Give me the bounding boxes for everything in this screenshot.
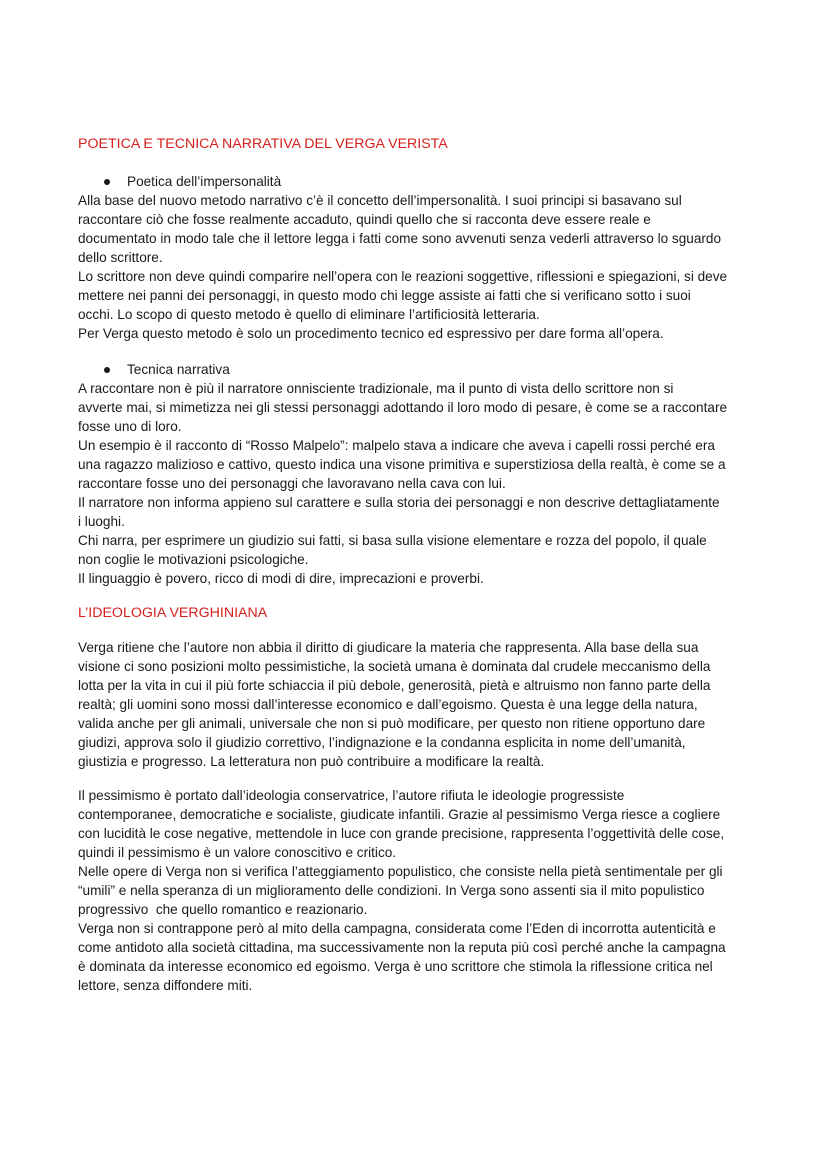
bullet-poetica-impersonalita xyxy=(78,173,768,191)
section-title-poetica: POETICA E TECNICA NARRATIVA DEL VERGA VERISTA xyxy=(78,136,448,152)
paragraph: Verga ritiene che l’autore non abbia il diritto di giudicare la materia che rappresenta. Alla base della sua visione ci sono posizioni molto pessimistiche, la società umana è dominata dal crudele meccanismo della lotta per la vita in cui il più forte schiaccia il più debole, generosità, pietà e altruismo non fanno parte della realtà; gli uomini sono mossi dall’interesse economico e dall’egoismo. Questa è una legge della natura, valida anche per gli animali, universale che non si può modificare, per questo non ritiene opportuno dare giudizi, approva solo il giudizio correttivo, l’indignazione e la condanna esplicita in nome dell’umanità, giustizia e progresso. La letteratura non può contribuire a modificare la realtà. xyxy=(78,640,711,769)
paragraph: A raccontare non è più il narratore onnisciente tradizionale, ma il punto di vista dello scrittore non si avverte mai, si mimetizza nei gli stessi personaggi adottando il loro modo di pesare, è come se a raccontare fosse uno di loro. xyxy=(78,381,728,434)
section-title-ideologia: L’IDEOLOGIA VERGHINIANA xyxy=(78,605,268,621)
paragraph: Verga non si contrappone però al mito della campagna, considerata come l’Eden di incorrotta autenticità e come antidoto alla società cittadina, ma successivamente non la reputa più così perché anche la campagna è dominata da interesse economico ed egoismo. Verga è uno scrittore che stimola la riflessione critica nel lettore, senza diffondere miti. xyxy=(78,921,726,993)
bullet-label: Poetica dell’impersonalità xyxy=(127,174,282,189)
spacer xyxy=(78,771,768,786)
bullet-label: Tecnica narrativa xyxy=(127,362,230,377)
paragraph: Un esempio è il racconto di “Rosso Malpelo”: malpelo stava a indicare che aveva i capelli rossi perché era una ragazzo malizioso e cattivo, questo indica una visone primitiva e superstiziosa della realtà, è come se a raccontare fosse uno dei personaggi che lavoravano nella cava con lui. xyxy=(78,438,726,491)
paragraph: Il linguaggio è povero, ricco di modi di dire, imprecazioni e proverbi. xyxy=(78,571,484,586)
bullet-icon xyxy=(104,367,110,373)
bullet-icon xyxy=(104,179,110,185)
paragraph: Chi narra, per esprimere un giudizio sui fatti, si basa sulla visione elementare e rozza del popolo, il quale non coglie le motivazioni psicologiche. xyxy=(78,533,707,567)
paragraph: Lo scrittore non deve quindi comparire nell’opera con le reazioni soggettive, riflessioni e spiegazioni, si deve mettere nei panni dei personaggi, in questo modo chi legge assiste ai fatti che si verificano sotto i suoi occhi. Lo scopo di questo metodo è quello di eliminare l’artificiosità letteraria. xyxy=(78,269,728,322)
spacer xyxy=(78,343,768,361)
paragraph: Il narratore non informa appieno sul carattere e sulla storia dei personaggi e non descrive dettagliatamente i luoghi. xyxy=(78,495,720,529)
bullet-tecnica-narrativa xyxy=(78,361,768,379)
paragraph: Per Verga questo metodo è solo un procedimento tecnico ed espressivo per dare forma all’opera. xyxy=(78,326,664,341)
paragraph: Alla base del nuovo metodo narrativo c’è il concetto dell’impersonalità. I suoi principi si basavano sul raccontare ciò che fosse realmente accaduto, quindi quello che si racconta deve essere reale e documentato in modo tale che il lettore legga i fatti come sono avvenuti senza vederli attraverso lo sguardo dello scrittore. xyxy=(78,193,722,265)
paragraph: Nelle opere di Verga non si verifica l’atteggiamento populistico, che consiste nella pietà sentimentale per gli “umili” e nella speranza di un miglioramento delle condizioni. In Verga sono assenti sia il mito populistico progressivo che quello romantico e reazionario. xyxy=(78,864,723,917)
paragraph: Il pessimismo è portato dall’ideologia conservatrice, l’autore rifiuta le ideologie progressiste contemporanee, democratiche e socialiste, giudicate infantili. Grazie al pessimismo Verga riesce a cogliere con lucidità le cose negative, mettendole in luce con grande precisione, rappresenta l’oggettività delle cose, quindi il pessimismo è un valore conoscitivo e critico. xyxy=(78,788,725,860)
